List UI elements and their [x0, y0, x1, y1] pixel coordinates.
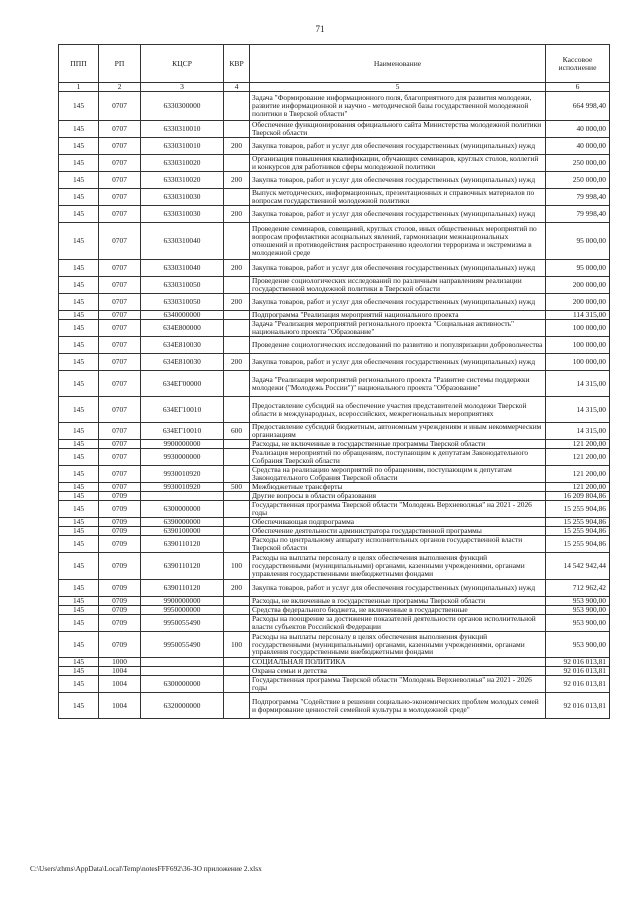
cell-kvr: [224, 501, 250, 518]
cell-sum: 250 000,00: [546, 172, 610, 189]
cell-rp: 0707: [99, 354, 141, 371]
cell-rp: 0707: [99, 483, 141, 492]
cell-kvr: [224, 466, 250, 483]
cell-rp: 0707: [99, 92, 141, 121]
cell-ppp: 145: [59, 206, 99, 223]
cell-rp: 0709: [99, 518, 141, 527]
cell-rp: 0709: [99, 580, 141, 597]
table-row: [59, 580, 610, 597]
cell-sum: 95 000,00: [546, 260, 610, 277]
cell-rp: 0707: [99, 337, 141, 354]
table-row: [59, 527, 610, 536]
cell-sum: 15 255 904,86: [546, 501, 610, 518]
cell-name: Закупка товаров, работ и услуг для обеспечения государственных (муниципальных) нужд: [250, 354, 546, 371]
cell-ppp: 145: [59, 553, 99, 580]
cell-rp: 0709: [99, 536, 141, 553]
cell-kcsr: 6390100000: [141, 527, 224, 536]
table-row: [59, 501, 610, 518]
cell-kvr: [224, 667, 250, 676]
cell-kcsr: 634ЕГ10010: [141, 397, 224, 423]
cell-rp: 0709: [99, 615, 141, 632]
cell-rp: 0707: [99, 371, 141, 397]
cell-kvr: 200: [224, 354, 250, 371]
cell-sum: 15 255 904,86: [546, 536, 610, 553]
cell-rp: 1000: [99, 658, 141, 667]
cell-kvr: [224, 92, 250, 121]
cell-ppp: 145: [59, 320, 99, 337]
cell-rp: 0707: [99, 121, 141, 138]
table-row: [59, 260, 610, 277]
table-row: [59, 658, 610, 667]
cell-rp: 0707: [99, 277, 141, 294]
table-row: [59, 397, 610, 423]
cell-sum: 92 016 013,81: [546, 658, 610, 667]
cell-kcsr: 9930010920: [141, 466, 224, 483]
cell-sum: 712 962,42: [546, 580, 610, 597]
cell-name: Средства на реализацию мероприятий по обращениям, поступающим к депутатам Законодательного Собрания Тверской области: [250, 466, 546, 483]
cell-kvr: [224, 121, 250, 138]
cell-ppp: 145: [59, 92, 99, 121]
cell-name: Проведение социологических исследований по различным направлениям реализации государственной молодежной политики в Тверской области: [250, 277, 546, 294]
cell-name: Проведение социологических исследований по развитию и популяризации добровольчества: [250, 337, 546, 354]
table-row: [59, 536, 610, 553]
cell-rp: 0707: [99, 466, 141, 483]
cell-name: Обеспечение функционирования официального сайта Министерства молодежной политики Тверской области: [250, 121, 546, 138]
cell-name: Подпрограмма "Содействие в решении социально-экономических проблем молодых семей и формирование ценностей семейной культуры в молодежной среде": [250, 693, 546, 719]
cell-rp: 0707: [99, 155, 141, 172]
cell-kcsr: 9900000000: [141, 597, 224, 606]
cell-kvr: [224, 189, 250, 206]
index-cell: 4: [224, 83, 250, 92]
index-cell: 1: [59, 83, 99, 92]
cell-ppp: 145: [59, 492, 99, 501]
cell-ppp: 145: [59, 667, 99, 676]
cell-kvr: 200: [224, 206, 250, 223]
cell-name: Государственная программа Тверской области "Молодежь Верхневолжья" на 2021 - 2026 годы: [250, 501, 546, 518]
cell-name: Задача "Реализация мероприятий регионального проекта "Социальная активность" национального проекта "Образование": [250, 320, 546, 337]
table-row: [59, 155, 610, 172]
cell-ppp: 145: [59, 527, 99, 536]
cell-kcsr: 634ЕГ00000: [141, 371, 224, 397]
page-number: 71: [315, 24, 325, 34]
cell-rp: 0709: [99, 492, 141, 501]
cell-name: Реализация мероприятий по обращениям, поступающим к депутатам Законодательного Собрания Тверской области: [250, 449, 546, 466]
cell-kvr: [224, 155, 250, 172]
cell-rp: 0707: [99, 206, 141, 223]
cell-sum: 16 209 804,86: [546, 492, 610, 501]
cell-kvr: [224, 371, 250, 397]
cell-sum: 121 200,00: [546, 483, 610, 492]
cell-name: Предоставление субсидий на обеспечение участия представителей молодежи Тверской области в международных, всероссийских, межрегиональных мероприятиях: [250, 397, 546, 423]
cell-name: Закупка товаров, работ и услуг для обеспечения государственных (муниципальных) нужд: [250, 294, 546, 311]
cell-rp: 0707: [99, 440, 141, 449]
cell-ppp: 145: [59, 658, 99, 667]
cell-name: Расходы по центральному аппарату исполнительных органов государственной власти Тверской области: [250, 536, 546, 553]
cell-sum: 200 000,00: [546, 277, 610, 294]
cell-name: Государственная программа Тверской области "Молодежь Верхневолжья" на 2021 - 2026 годы: [250, 676, 546, 693]
cell-kvr: 200: [224, 172, 250, 189]
cell-ppp: 145: [59, 536, 99, 553]
cell-ppp: 145: [59, 501, 99, 518]
cell-kcsr: 6320000000: [141, 693, 224, 719]
cell-kcsr: 6330310050: [141, 277, 224, 294]
cell-kvr: 200: [224, 580, 250, 597]
cell-ppp: 145: [59, 277, 99, 294]
cell-kvr: [224, 492, 250, 501]
cell-kvr: 500: [224, 483, 250, 492]
file-path-footer: C:\Users\zhms\AppData\Local\Temp\notesFFF692\36-ЗО приложение 2.xlsx: [30, 864, 262, 873]
cell-sum: 953 900,00: [546, 597, 610, 606]
table-row: [59, 277, 610, 294]
cell-kvr: [224, 397, 250, 423]
cell-name: Обеспечивающая подпрограмма: [250, 518, 546, 527]
cell-ppp: 145: [59, 189, 99, 206]
header-rp: РП: [99, 45, 141, 83]
cell-rp: 1004: [99, 693, 141, 719]
cell-kvr: [224, 440, 250, 449]
table-row: [59, 138, 610, 155]
cell-kcsr: 6340000000: [141, 311, 224, 320]
cell-kvr: [224, 518, 250, 527]
cell-sum: 15 255 904,86: [546, 518, 610, 527]
cell-sum: 114 315,00: [546, 311, 610, 320]
cell-sum: 95 000,00: [546, 223, 610, 260]
cell-kvr: 600: [224, 423, 250, 440]
index-cell: 6: [546, 83, 610, 92]
cell-kvr: [224, 320, 250, 337]
cell-rp: 0709: [99, 553, 141, 580]
cell-rp: 0709: [99, 501, 141, 518]
cell-sum: 121 200,00: [546, 466, 610, 483]
header-name: Наименование: [250, 45, 546, 83]
cell-name: Проведение семинаров, совещаний, круглых столов, иных общественных мероприятий по вопросам профилактики асоциальных явлений, гармонизации межнациональных отношений и противодействия распространению идеологии терроризма и экстремизма в молодежной среде: [250, 223, 546, 260]
table-row: [59, 676, 610, 693]
table-row: [59, 553, 610, 580]
cell-kcsr: 634E810030: [141, 337, 224, 354]
cell-ppp: 145: [59, 354, 99, 371]
cell-rp: 0709: [99, 606, 141, 615]
table-row: [59, 518, 610, 527]
cell-name: Предоставление субсидий бюджетным, автономным учреждениям и иным некоммерческим организациям: [250, 423, 546, 440]
cell-kcsr: 6330310050: [141, 294, 224, 311]
cell-name: Расходы, не включенные в государственные программы Тверской области: [250, 440, 546, 449]
cell-ppp: 145: [59, 676, 99, 693]
cell-rp: 0707: [99, 397, 141, 423]
cell-ppp: 145: [59, 311, 99, 320]
header-sum: Кассовое исполнение: [546, 45, 610, 83]
cell-rp: 0709: [99, 632, 141, 658]
cell-name: Закупка товаров, работ и услуг для обеспечения государственных (муниципальных) нужд: [250, 260, 546, 277]
table-row: [59, 354, 610, 371]
cell-name: Другие вопросы в области образования: [250, 492, 546, 501]
cell-kvr: 200: [224, 294, 250, 311]
table-row: [59, 492, 610, 501]
cell-kcsr: 6330310030: [141, 206, 224, 223]
cell-kcsr: [141, 658, 224, 667]
table-row: [59, 371, 610, 397]
cell-kvr: [224, 277, 250, 294]
table-row: [59, 423, 610, 440]
cell-sum: 14 315,00: [546, 371, 610, 397]
cell-kcsr: 634ЕГ10010: [141, 423, 224, 440]
cell-kcsr: 9950055490: [141, 615, 224, 632]
cell-kcsr: 9930000000: [141, 449, 224, 466]
cell-ppp: 145: [59, 440, 99, 449]
cell-kcsr: 6390110120: [141, 536, 224, 553]
cell-kcsr: 6300000000: [141, 501, 224, 518]
cell-kcsr: 6330310040: [141, 223, 224, 260]
cell-ppp: 145: [59, 138, 99, 155]
cell-name: Выпуск методических, информационных, презентационных и справочных материалов по вопросам государственной молодежной политики: [250, 189, 546, 206]
cell-sum: 14 315,00: [546, 397, 610, 423]
cell-name: Расходы на выплаты персоналу в целях обеспечения выполнения функций государственными (муниципальными) органами, казенными учреждениями, органами управления государственными внебюджетными фондами: [250, 553, 546, 580]
table-row: [59, 693, 610, 719]
cell-kcsr: 6330310040: [141, 260, 224, 277]
cell-ppp: 145: [59, 371, 99, 397]
cell-sum: 14 315,00: [546, 423, 610, 440]
cell-rp: 0707: [99, 189, 141, 206]
table-row: [59, 632, 610, 658]
cell-ppp: 145: [59, 483, 99, 492]
header-kcsr: КЦСР: [141, 45, 224, 83]
table-row: [59, 597, 610, 606]
table-row: [59, 311, 610, 320]
cell-ppp: 145: [59, 397, 99, 423]
cell-kcsr: 6330310020: [141, 172, 224, 189]
cell-rp: 0707: [99, 320, 141, 337]
cell-rp: 0709: [99, 597, 141, 606]
cell-kcsr: [141, 492, 224, 501]
expenditure-table: [58, 44, 610, 719]
index-row: [59, 83, 610, 92]
cell-rp: 0709: [99, 527, 141, 536]
cell-sum: 250 000,00: [546, 155, 610, 172]
cell-sum: 664 998,40: [546, 92, 610, 121]
cell-ppp: 145: [59, 337, 99, 354]
cell-sum: 100 000,00: [546, 337, 610, 354]
table-row: [59, 92, 610, 121]
table-row: [59, 294, 610, 311]
cell-ppp: 145: [59, 260, 99, 277]
cell-sum: 40 000,00: [546, 138, 610, 155]
cell-kvr: 200: [224, 260, 250, 277]
cell-name: Закупка товаров, работ и услуг для обеспечения государственных (муниципальных) нужд: [250, 580, 546, 597]
index-cell: 3: [141, 83, 224, 92]
cell-ppp: 145: [59, 223, 99, 260]
cell-rp: 0707: [99, 294, 141, 311]
cell-kvr: [224, 527, 250, 536]
cell-kvr: [224, 223, 250, 260]
index-cell: 5: [250, 83, 546, 92]
cell-kvr: [224, 337, 250, 354]
table-row: [59, 483, 610, 492]
table-row: [59, 206, 610, 223]
cell-name: Подпрограмма "Реализация мероприятий национального проекта: [250, 311, 546, 320]
cell-rp: 0707: [99, 260, 141, 277]
cell-kcsr: 6390110120: [141, 553, 224, 580]
cell-sum: 79 998,40: [546, 206, 610, 223]
cell-sum: 40 000,00: [546, 121, 610, 138]
cell-name: Задача "Реализация мероприятий регионального проекта "Развитие системы поддержки молодежи ("Молодежь России")" национального проекта "Образование": [250, 371, 546, 397]
cell-kcsr: 634E800000: [141, 320, 224, 337]
cell-kcsr: 634E810030: [141, 354, 224, 371]
cell-kvr: [224, 311, 250, 320]
table-row: [59, 172, 610, 189]
cell-kcsr: [141, 667, 224, 676]
cell-ppp: 145: [59, 172, 99, 189]
cell-rp: 0707: [99, 138, 141, 155]
cell-sum: 92 016 013,81: [546, 667, 610, 676]
cell-kcsr: 9950055490: [141, 632, 224, 658]
cell-name: Расходы на поощрение за достижение показателей деятельности органов исполнительной власти субъектов Российской Федерации: [250, 615, 546, 632]
cell-kcsr: 9930010920: [141, 483, 224, 492]
cell-sum: 100 000,00: [546, 320, 610, 337]
table-row: [59, 615, 610, 632]
cell-ppp: 145: [59, 449, 99, 466]
cell-name: Закупка товаров, работ и услуг для обеспечения государственных (муниципальных) нужд: [250, 172, 546, 189]
cell-rp: 0707: [99, 311, 141, 320]
cell-ppp: 145: [59, 155, 99, 172]
cell-sum: 953 900,00: [546, 632, 610, 658]
header-row: [59, 45, 610, 83]
cell-sum: 15 255 904,86: [546, 527, 610, 536]
cell-name: Расходы на выплаты персоналу в целях обеспечения выполнения функций государственными (муниципальными) органами, казенными учреждениями, органами управления государственными внебюджетными фондами: [250, 632, 546, 658]
cell-kcsr: 9950000000: [141, 606, 224, 615]
cell-kvr: 200: [224, 138, 250, 155]
cell-ppp: 145: [59, 294, 99, 311]
cell-kvr: 100: [224, 632, 250, 658]
cell-ppp: 145: [59, 121, 99, 138]
cell-ppp: 145: [59, 597, 99, 606]
cell-rp: 1004: [99, 667, 141, 676]
cell-ppp: 145: [59, 580, 99, 597]
table-row: [59, 121, 610, 138]
cell-kcsr: 6330310030: [141, 189, 224, 206]
cell-kvr: [224, 615, 250, 632]
cell-kvr: [224, 536, 250, 553]
cell-kcsr: 6330310020: [141, 155, 224, 172]
cell-kvr: 100: [224, 553, 250, 580]
table-row: [59, 189, 610, 206]
header-kvr: КВР: [224, 45, 250, 83]
table-row: [59, 440, 610, 449]
cell-kcsr: 9900000000: [141, 440, 224, 449]
table-row: [59, 606, 610, 615]
cell-sum: 14 542 942,44: [546, 553, 610, 580]
index-cell: 2: [99, 83, 141, 92]
cell-sum: 953 900,00: [546, 615, 610, 632]
cell-kvr: [224, 606, 250, 615]
cell-name: Закупка товаров, работ и услуг для обеспечения государственных (муниципальных) нужд: [250, 138, 546, 155]
table-row: [59, 320, 610, 337]
cell-rp: 0707: [99, 449, 141, 466]
cell-sum: 121 200,00: [546, 449, 610, 466]
cell-kcsr: 6390000000: [141, 518, 224, 527]
cell-kvr: [224, 693, 250, 719]
cell-name: Организация повышения квалификации, обучающих семинаров, круглых столов, коллегий и конкурсов для работников сферы молодежной политики: [250, 155, 546, 172]
header-ppp: ППП: [59, 45, 99, 83]
cell-sum: 200 000,00: [546, 294, 610, 311]
cell-sum: 100 000,00: [546, 354, 610, 371]
cell-kcsr: 6390110120: [141, 580, 224, 597]
cell-name: Закупка товаров, работ и услуг для обеспечения государственных (муниципальных) нужд: [250, 206, 546, 223]
cell-ppp: 145: [59, 693, 99, 719]
cell-name: Межбюджетные трансферты: [250, 483, 546, 492]
cell-ppp: 145: [59, 423, 99, 440]
cell-rp: 0707: [99, 223, 141, 260]
cell-kvr: [224, 597, 250, 606]
table-row: [59, 223, 610, 260]
cell-kcsr: 6330310010: [141, 138, 224, 155]
cell-name: Расходы, не включенные в государственные программы Тверской области: [250, 597, 546, 606]
cell-kcsr: 6330310010: [141, 121, 224, 138]
cell-sum: 92 016 013,81: [546, 693, 610, 719]
table-row: [59, 449, 610, 466]
cell-kcsr: 6300000000: [141, 676, 224, 693]
cell-name: Средства федерального бюджета, не включенные в государственные: [250, 606, 546, 615]
cell-rp: 1004: [99, 676, 141, 693]
cell-rp: 0707: [99, 172, 141, 189]
table-row: [59, 667, 610, 676]
table-row: [59, 466, 610, 483]
cell-name: Задача "Формирование информационного поля, благоприятного для развития молодежи, развитие информационной и научно - методической базы государственной молодежной политики в Тверской области": [250, 92, 546, 121]
cell-ppp: 145: [59, 518, 99, 527]
cell-ppp: 145: [59, 466, 99, 483]
cell-kvr: [224, 658, 250, 667]
cell-kcsr: 6330300000: [141, 92, 224, 121]
cell-ppp: 145: [59, 606, 99, 615]
table-row: [59, 337, 610, 354]
cell-name: СОЦИАЛЬНАЯ ПОЛИТИКА: [250, 658, 546, 667]
cell-name: Охрана семьи и детства: [250, 667, 546, 676]
cell-name: Обеспечение деятельности администратора государственной программы: [250, 527, 546, 536]
cell-sum: 121 200,00: [546, 440, 610, 449]
cell-ppp: 145: [59, 615, 99, 632]
cell-kvr: [224, 449, 250, 466]
cell-rp: 0707: [99, 423, 141, 440]
cell-kvr: [224, 676, 250, 693]
cell-sum: 953 900,00: [546, 606, 610, 615]
cell-ppp: 145: [59, 632, 99, 658]
cell-sum: 92 016 013,81: [546, 676, 610, 693]
cell-sum: 79 998,40: [546, 189, 610, 206]
